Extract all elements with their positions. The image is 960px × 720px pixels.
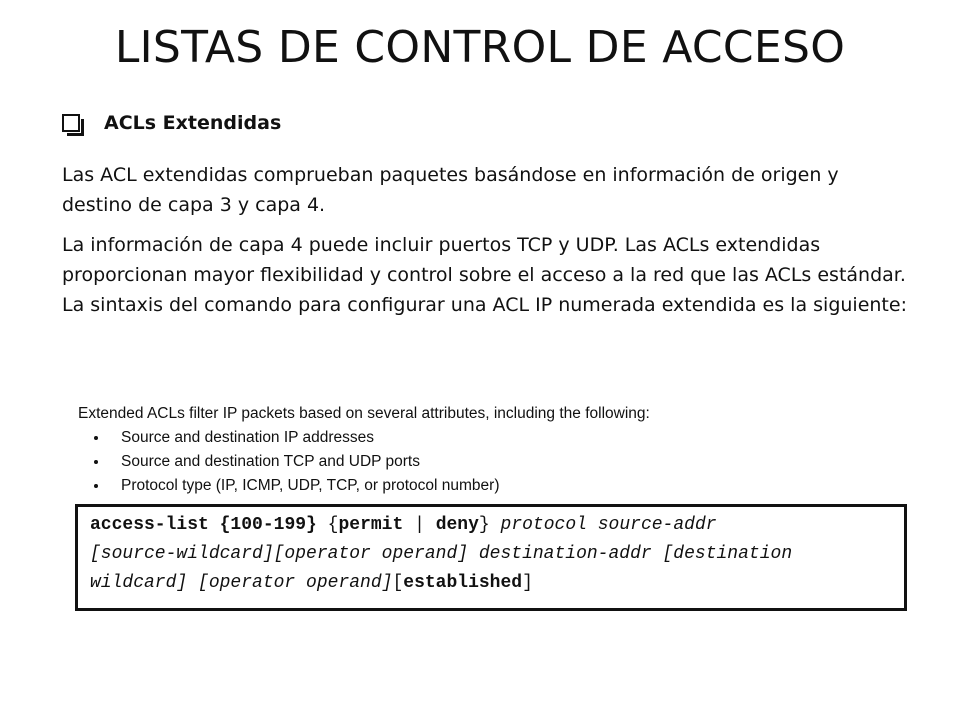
list-item: • Source and destination IP addresses [109,426,915,450]
list-item: • Source and destination TCP and UDP ports [109,450,915,474]
section-heading: ACLs Extendidas [104,112,282,134]
attribute-list [75,426,915,498]
brace-close: } [478,515,490,535]
command-line-3 [90,569,892,598]
command-syntax-box [75,504,907,611]
established-keyword: established [403,573,523,593]
command-line-2: [source-wildcard][operator operand] destination-addr [destination [90,544,793,564]
command-args: protocol source-addr [489,515,717,535]
command-args: wildcard] [operator operand] [90,573,393,593]
bracket-open: [ [392,573,404,593]
permit-keyword: permit [338,515,404,535]
paragraph-1: Las ACL extendidas comprueban paquetes basándose en información de origen y destino de capa 3 y capa 4. [62,164,839,216]
command-keyword: access-list [90,515,209,535]
syntax-figure [75,405,915,611]
separator: | [403,515,436,535]
deny-keyword: deny [435,515,479,535]
list-item: • Protocol type (IP, ICMP, UDP, TCP, or protocol number) [109,474,915,498]
paragraph-2: La información de capa 4 puede incluir puertos TCP y UDP. Las ACLs extendidas proporcionan mayor flexibilidad y control sobre el acceso a la red que las ACLs estándar. La sintaxis del comando para configurar una ACL IP numerada extendida es la siguiente: [62,234,907,316]
bracket-close: ] [522,573,533,593]
brace-open: { [327,515,339,535]
figure-intro: Extended ACLs filter IP packets based on several attributes, including the following: [78,405,650,422]
section-bullet [62,112,281,134]
number-range: {100-199} [208,515,328,535]
checkbox-bullet-icon [62,114,80,132]
slide-title: LISTAS DE CONTROL DE ACCESO [114,22,846,73]
command-line-1 [90,511,892,540]
